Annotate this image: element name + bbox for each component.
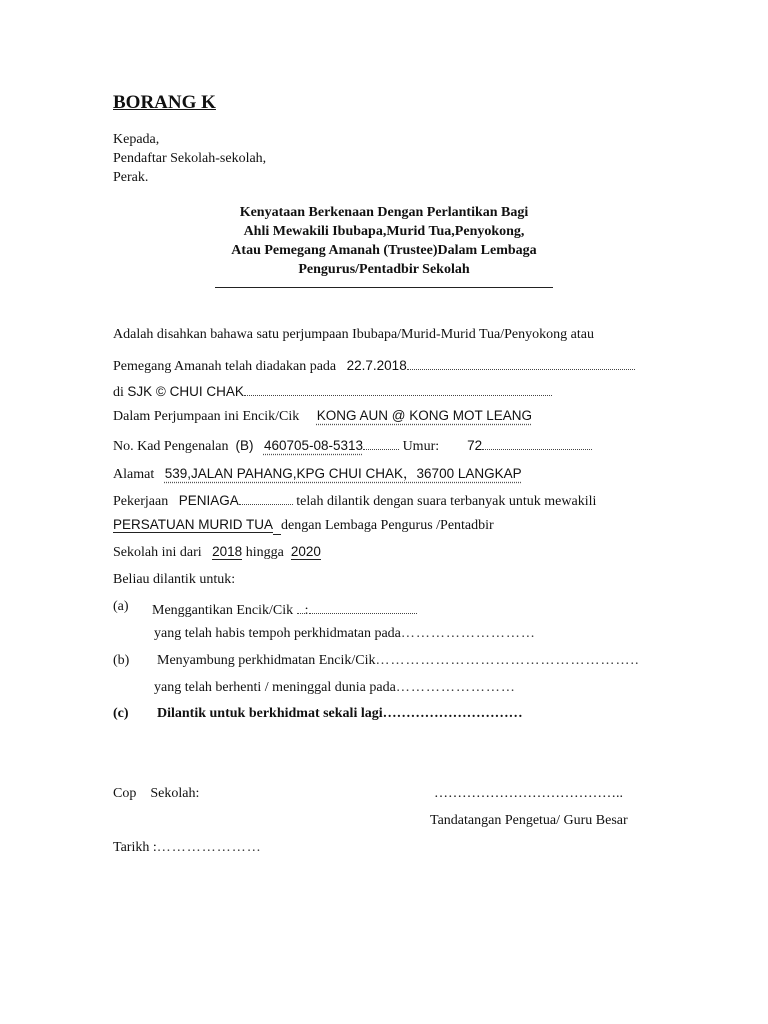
form-title: BORANG K <box>113 92 216 113</box>
appointment-intro: Beliau dilantik untuk: <box>113 572 236 587</box>
occupation-value[interactable]: PENIAGA <box>178 493 239 508</box>
address-line-2: Pendaftar Sekolah-sekolah, <box>113 151 267 166</box>
heading-line-4: Pengurus/Pentadbir Sekolah <box>298 262 470 277</box>
ic-line: No. Kad Pengenalan (B) 460705-08-5313 Umur: 72 <box>113 435 592 455</box>
term-start-value[interactable]: 2018 <box>212 544 243 559</box>
signature-label: Tandatangan Pengetua/ Guru Besar <box>430 813 628 828</box>
date-dots[interactable]: ………………… <box>156 840 262 855</box>
age-dots <box>482 435 592 450</box>
school-name-value[interactable]: SJK © CHUI CHAK <box>127 384 244 399</box>
signature-dots[interactable]: ………………………………….. <box>434 786 623 801</box>
option-a-line: (a) <box>113 599 129 614</box>
statement-line-1: Adalah disahkan bahawa satu perjumpaan Ibubapa/Murid-Murid Tua/Penyokong atau <box>113 327 594 342</box>
meeting-date-value[interactable]: 22.7.2018 <box>346 358 407 373</box>
option-c-text: Dilantik untuk berkhidmat sekali lagi………………………… <box>157 706 523 721</box>
address-line-3: Perak. <box>113 170 149 185</box>
heading-divider <box>215 287 553 288</box>
member-name-value[interactable]: KONG AUN @ KONG MOT LEANG <box>316 408 532 423</box>
option-c-line: (c) <box>113 706 129 721</box>
term-line: Sekolah ini dari 2018 hingga 2020 <box>113 544 321 560</box>
meeting-date-line: Pemegang Amanah telah diadakan pada 22.7.2018 <box>113 355 635 375</box>
address-line: Alamat 539,JALAN PAHANG,KPG CHUI CHAK，36700 LANGKAP <box>113 466 522 482</box>
school-line: di SJK © CHUI CHAK <box>113 381 552 401</box>
age-value[interactable]: 72 <box>467 438 483 453</box>
association-line: PERSATUAN MURID TUA dengan Lembaga Pengurus /Pentadbir <box>113 517 494 533</box>
heading-line-1: Kenyataan Berkenaan Dengan Perlantikan Bagi <box>239 205 529 220</box>
option-a-sub: yang telah habis tempoh perkhidmatan pada……………………… <box>154 626 536 641</box>
option-b-date-dots[interactable]: …………………… <box>395 680 516 695</box>
address-line-1: Kepada, <box>113 132 160 147</box>
school-stamp-label: Cop Sekolah: <box>113 786 200 801</box>
association-value[interactable]: PERSATUAN MURID TUA <box>113 517 274 532</box>
home-address-value[interactable]: 539,JALAN PAHANG,KPG CHUI CHAK，36700 LANGKAP <box>164 466 522 481</box>
school-dots <box>244 381 552 396</box>
option-a-dots[interactable] <box>309 599 417 614</box>
option-c-dots[interactable]: ………………………… <box>382 706 523 721</box>
option-a-date-dots[interactable]: ……………………… <box>400 626 536 641</box>
option-a-text: Menggantikan Encik/Cik : <box>152 599 417 619</box>
option-b-sub: yang telah berhenti / meninggal dunia pada…………………… <box>154 680 516 695</box>
meeting-date-dots <box>407 355 635 370</box>
option-b-text: Menyambung perkhidmatan Encik/Cik…………………………………………….. <box>157 653 640 668</box>
heading-line-3: Atau Pemegang Amanah (Trustee)Dalam Lembaga <box>231 243 537 258</box>
heading-line-2: Ahli Mewakili Ibubapa,Murid Tua,Penyokong, <box>243 224 525 239</box>
option-b-line: (b) <box>113 653 130 668</box>
option-b-dots[interactable]: …………………………………………….. <box>375 653 640 668</box>
occupation-line: Pekerjaan PENIAGA telah dilantik dengan suara terbanyak untuk mewakili <box>113 490 596 510</box>
ic-number-value[interactable]: 460705-08-5313 <box>263 438 364 453</box>
member-name-line: Dalam Perjumpaan ini Encik/Cik KONG AUN @ KONG MOT LEANG <box>113 408 532 424</box>
date-line: Tarikh :………………… <box>113 840 262 855</box>
term-end-value[interactable]: 2020 <box>290 544 321 559</box>
